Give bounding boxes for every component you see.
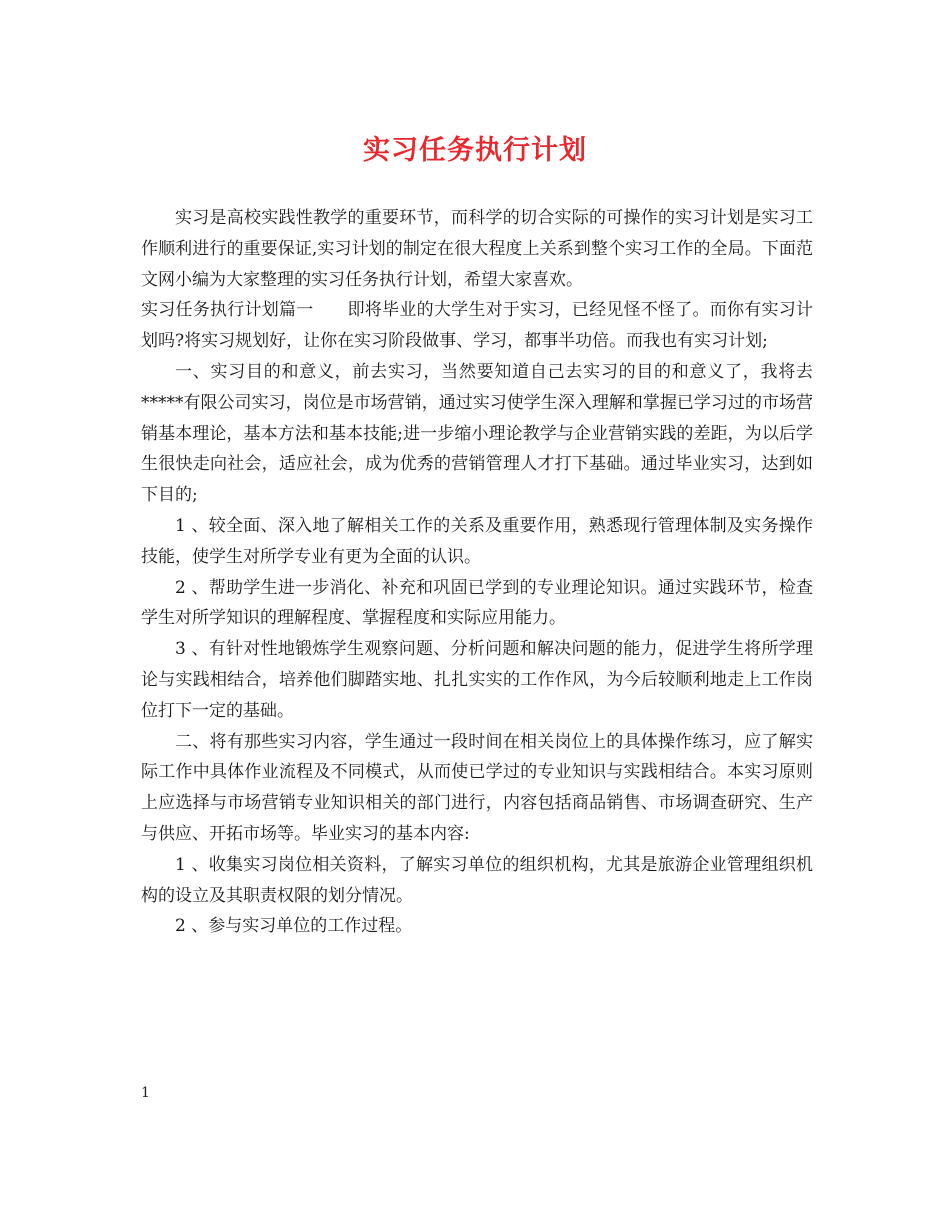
paragraph-intro: 实习是高校实践性教学的重要环节，而科学的切合实际的可操作的实习计划是实习工作顺利进行的重要保证,实习计划的制定在很大程度上关系到整个实习工作的全局。下面范文网小编为大家整理的实习任务执行计划，希望大家喜欢。 [141, 208, 813, 290]
document-body [141, 203, 813, 942]
paragraph-content-item-1: 1 、收集实习岗位相关资料，了解实习单位的组织机构，尤其是旅游企业管理组织机构的设立及其职责权限的划分情况。 [141, 854, 813, 906]
paragraph-content: 二、将有那些实习内容，学生通过一段时间在相关岗位上的具体操作练习，应了解实际工作中具体作业流程及不同模式，从而使已学过的专业知识与实践相结合。本实习原则上应选择与市场营销专业知识相关的部门进行，内容包括商品销售、市场调查研究、生产与供应、开拓市场等。毕业实习的基本内容: [141, 731, 813, 844]
document-title: 实习任务执行计划 [363, 135, 587, 166]
section-label: 实习任务执行计划篇一 [141, 300, 314, 321]
paragraph-purpose-item-2: 2 、帮助学生进一步消化、补充和巩固已学到的专业理论知识。通过实践环节，检查学生对所学知识的理解程度、掌握程度和实际应用能力。 [141, 577, 813, 629]
section-intro-text: 即将毕业的大学生对于实习，已经见怪不怪了。而你有实习计划吗?将实习规划好，让你在实习阶段做事、学习，都事半功倍。而我也有实习计划; [141, 300, 814, 352]
paragraph-purpose-item-3: 3 、有针对性地锻炼学生观察问题、分析问题和解决问题的能力，促进学生将所学理论与实践相结合，培养他们脚踏实地、扎扎实实的工作作风，为今后较顺利地走上工作岗位打下一定的基础。 [141, 639, 813, 721]
paragraph-content-item-2: 2 、参与实习单位的工作过程。 [175, 916, 413, 937]
paragraph-purpose-item-1: 1 、较全面、深入地了解相关工作的关系及重要作用，熟悉现行管理体制及实务操作技能，使学生对所学专业有更为全面的认识。 [141, 515, 813, 567]
paragraph-section-one-intro [141, 295, 813, 357]
page-number: 1 [141, 1085, 150, 1101]
paragraph-purpose: 一、实习目的和意义，前去实习，当然要知道自己去实习的目的和意义了，我将去*****有限公司实习，岗位是市场营销，通过实习使学生深入理解和掌握已学习过的市场营销基本理论，基本方法和基本技能;进一步缩小理论教学与企业营销实践的差距，为以后学生很快走向社会，适应社会，成为优秀的营销管理人才打下基础。通过毕业实习，达到如下目的; [141, 361, 813, 506]
